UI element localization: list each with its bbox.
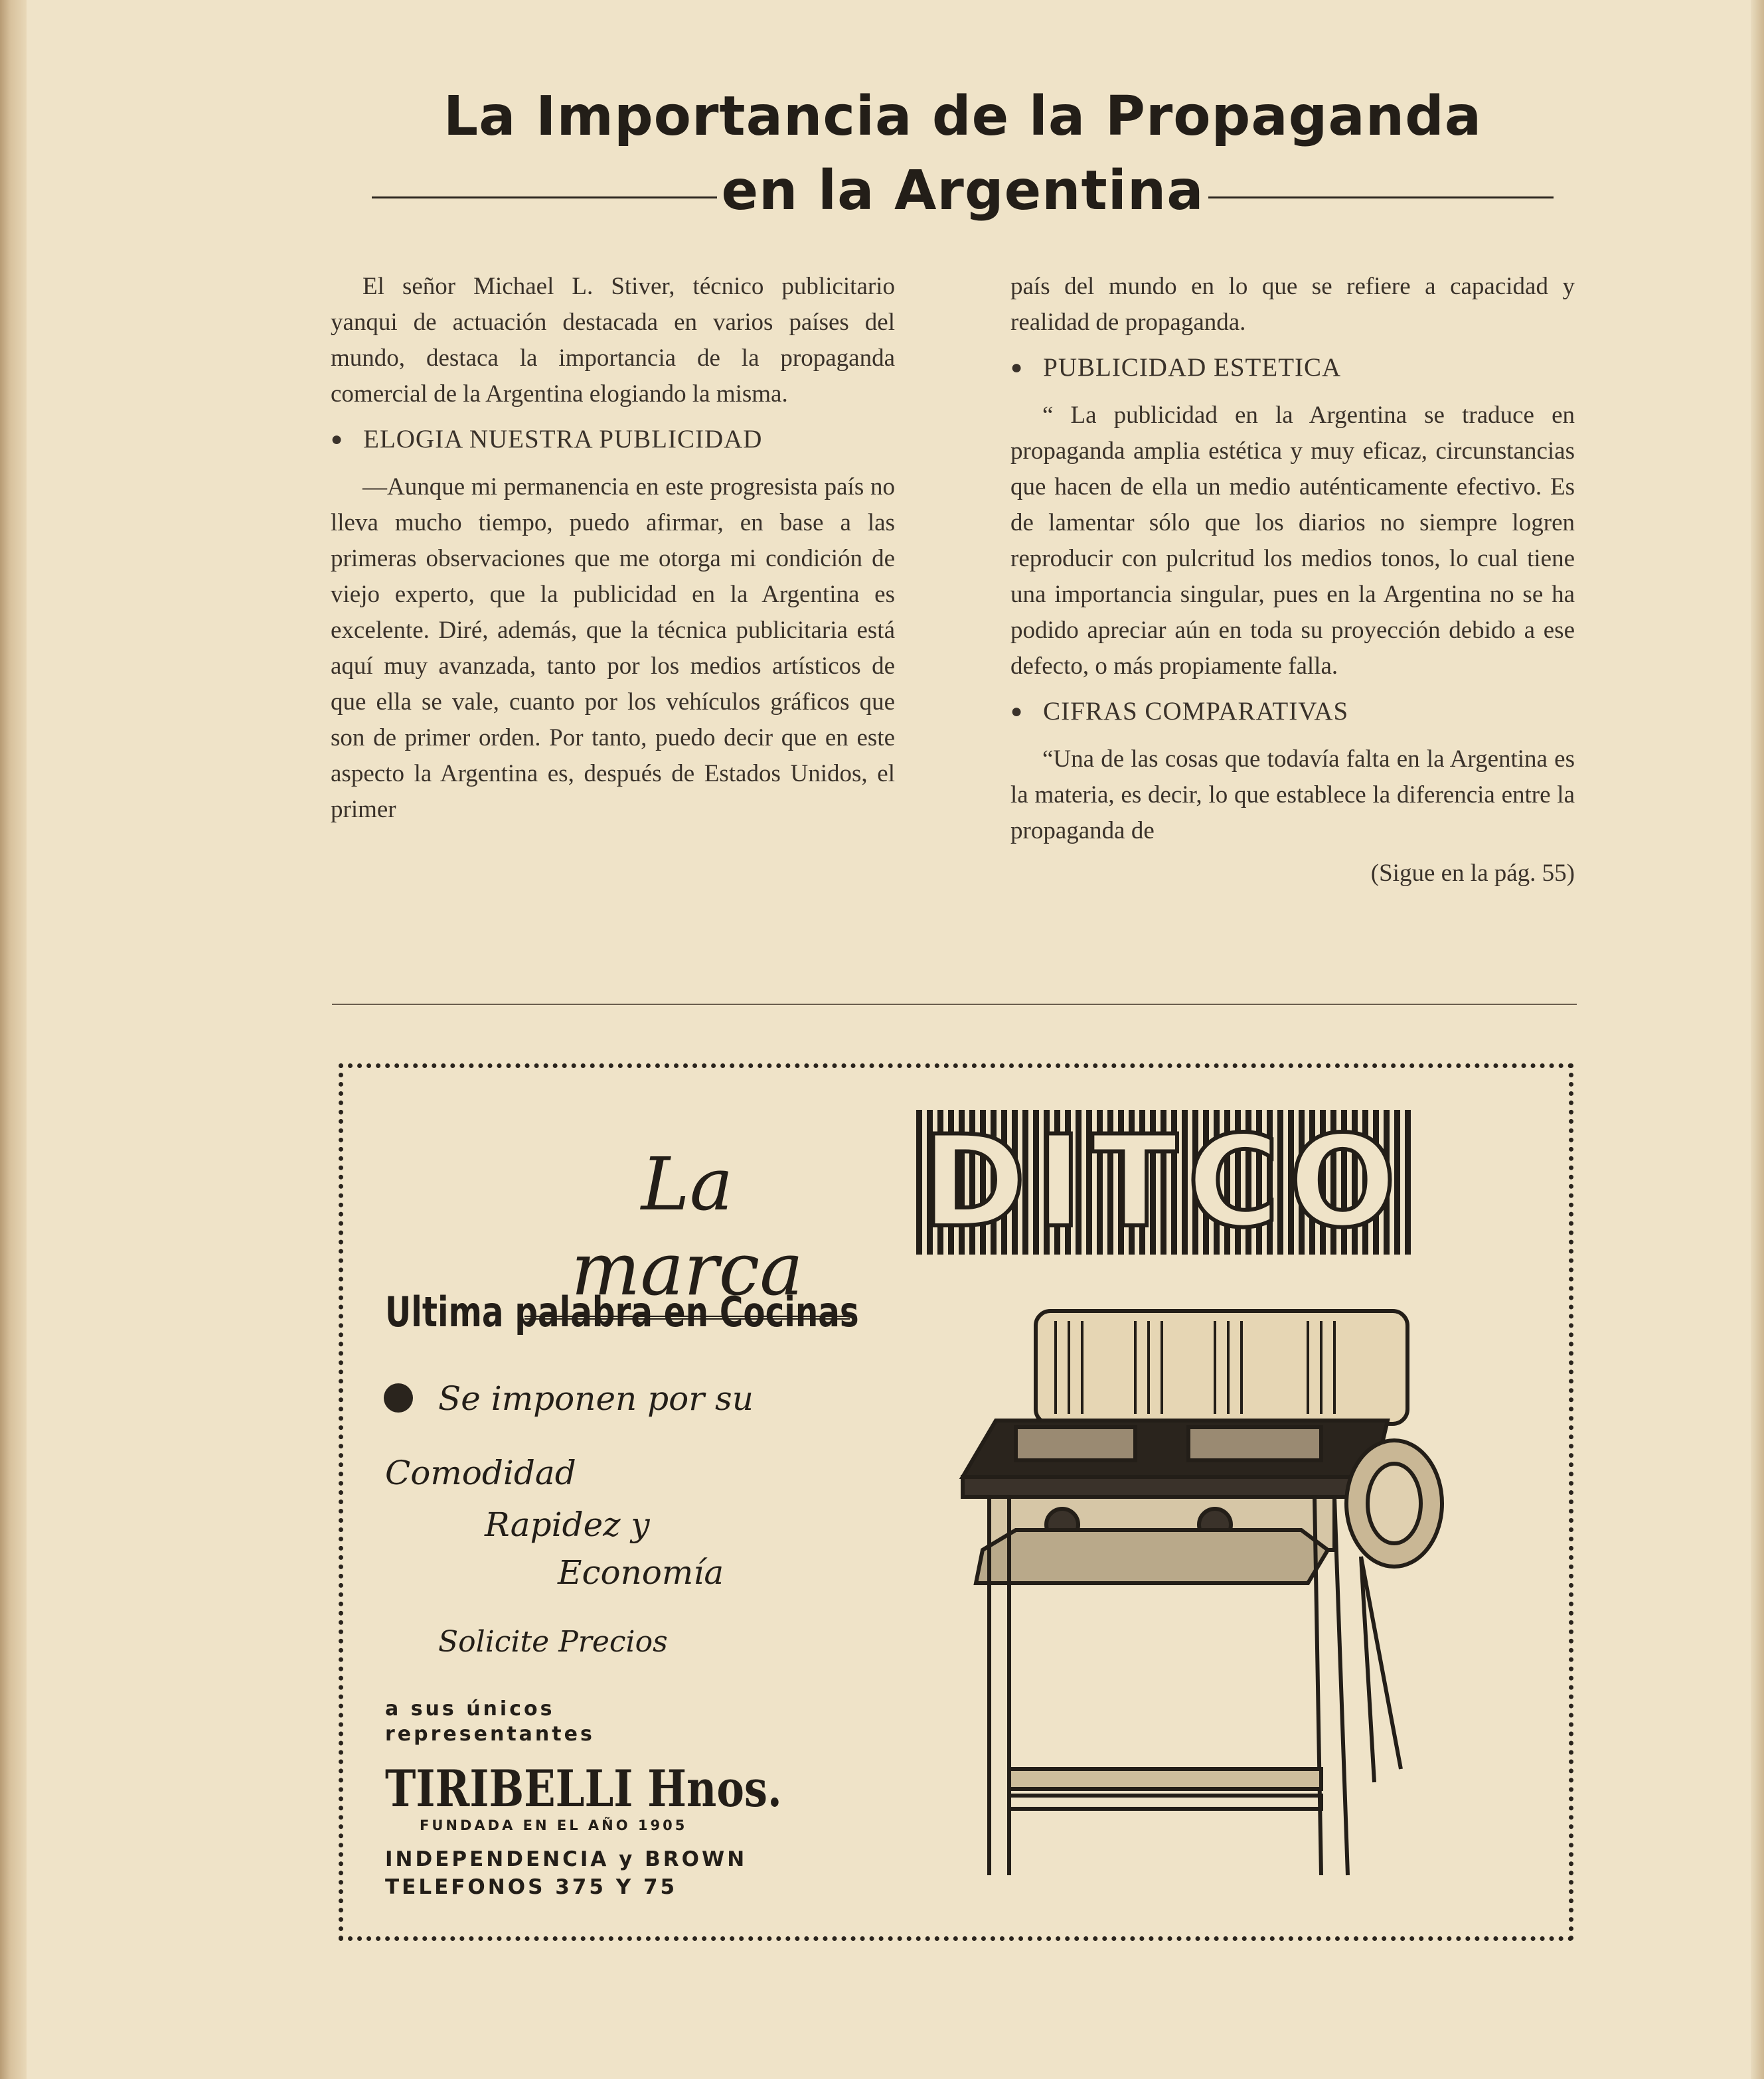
page-binding-edge (0, 0, 27, 2079)
headline-line-2: en la Argentina (721, 159, 1204, 222)
section-heading-elogia (331, 422, 895, 457)
brand-logo (916, 1110, 1411, 1255)
ad-founded: FUNDADA EN EL AÑO 1905 (420, 1817, 688, 1833)
ad-address: INDEPENDENCIA y BROWN (385, 1847, 748, 1871)
ad-company-name: TIRIBELLI Hnos. (385, 1759, 782, 1818)
article-column-right (1010, 269, 1575, 891)
section-heading-text: CIFRAS COMPARATIVAS (1043, 697, 1349, 726)
bullet-icon: ● (1010, 700, 1024, 722)
section-heading-text: PUBLICIDAD ESTETICA (1043, 353, 1342, 382)
headline-line-1: La Importancia de la Propaganda (443, 85, 1483, 148)
ad-contact (385, 1845, 747, 1901)
section-heading-text: ELOGIA NUESTRA PUBLICIDAD (363, 425, 763, 453)
section-paragraph-estetica: “ La publicidad en la Argentina se traduce en propaganda amplia estética y muy eficaz, circunstancias que hacen de ella un medio auténticamente efectivo. Es de lamentar sólo que los diarios no siempre logren reproducir con pulcritud los medios tonos, lo cual tiene una importancia singular, pues en la Argentina no se ha podido apreciar aún en toda su proyección debido a ese defecto, o más propiamente falla. (1010, 402, 1575, 680)
section-heading-estetica (1010, 350, 1575, 386)
headline-rule-left (372, 196, 717, 198)
page-right-edge (1751, 0, 1764, 2079)
section-paragraph-cifras: “Una de las cosas que todavía falta en la Argentina es la materia, es decir, lo que establece la diferencia entre la propaganda de (1010, 745, 1575, 844)
section-divider (332, 1004, 1577, 1005)
bullet-icon (384, 1383, 413, 1413)
intro-paragraph: El señor Michael L. Stiver, técnico publicitario yanqui de actuación destacada en varios países del mundo, destaca la importancia de la propaganda comercial de la Argentina elogiando la misma. (331, 273, 895, 408)
bullet-icon: ● (331, 428, 344, 450)
section-heading-cifras (1010, 694, 1575, 730)
headline-line-2-row (372, 159, 1554, 222)
ad-virtue-rapidez: Rapidez y (485, 1505, 650, 1544)
ad-slogan: Ultima palabra en Cocinas (385, 1288, 859, 1336)
continuation-paragraph: país del mundo en lo que se refiere a capacidad y realidad de propaganda. (1010, 273, 1575, 336)
ad-se-imponen: Se imponen por su (438, 1379, 754, 1418)
brand-name: DITCO (922, 1109, 1405, 1255)
ad-la-marca: La marca (524, 1142, 850, 1320)
ad-representantes (385, 1697, 595, 1747)
continued-note: (Sigue en la pág. 55) (1370, 860, 1575, 887)
section-paragraph-elogia: —Aunque mi permanencia en este progresista país no lleva mucho tiempo, puedo afirmar, en base a las primeras observaciones que me otorga mi condición de viejo experto, que la publicidad en la Argentina es excelente. Diré, además, que la técnica publicitaria está aquí muy avanzada, tanto por los medios artísticos de que ella se vale, cuanto por los vehículos gráficos que son de primer orden. Por tanto, puedo decir que en este aspecto la Argentina es, después de Estados Unidos, el primer (331, 473, 895, 823)
bullet-icon: ● (1010, 356, 1024, 378)
ad-virtue-comodidad: Comodidad (385, 1454, 576, 1492)
article-headline (372, 85, 1554, 222)
ad-phones: TELEFONOS 375 Y 75 (385, 1875, 678, 1899)
article-column-left (331, 269, 895, 837)
ad-solicite-precios: Solicite Precios (438, 1625, 668, 1659)
ad-representantes-line-2: representantes (385, 1723, 595, 1746)
ad-virtue-economia: Economía (558, 1553, 724, 1592)
headline-rule-right (1208, 196, 1554, 198)
ad-representantes-line-1: a sus únicos (385, 1697, 555, 1721)
stove-illustration (936, 1304, 1454, 1888)
